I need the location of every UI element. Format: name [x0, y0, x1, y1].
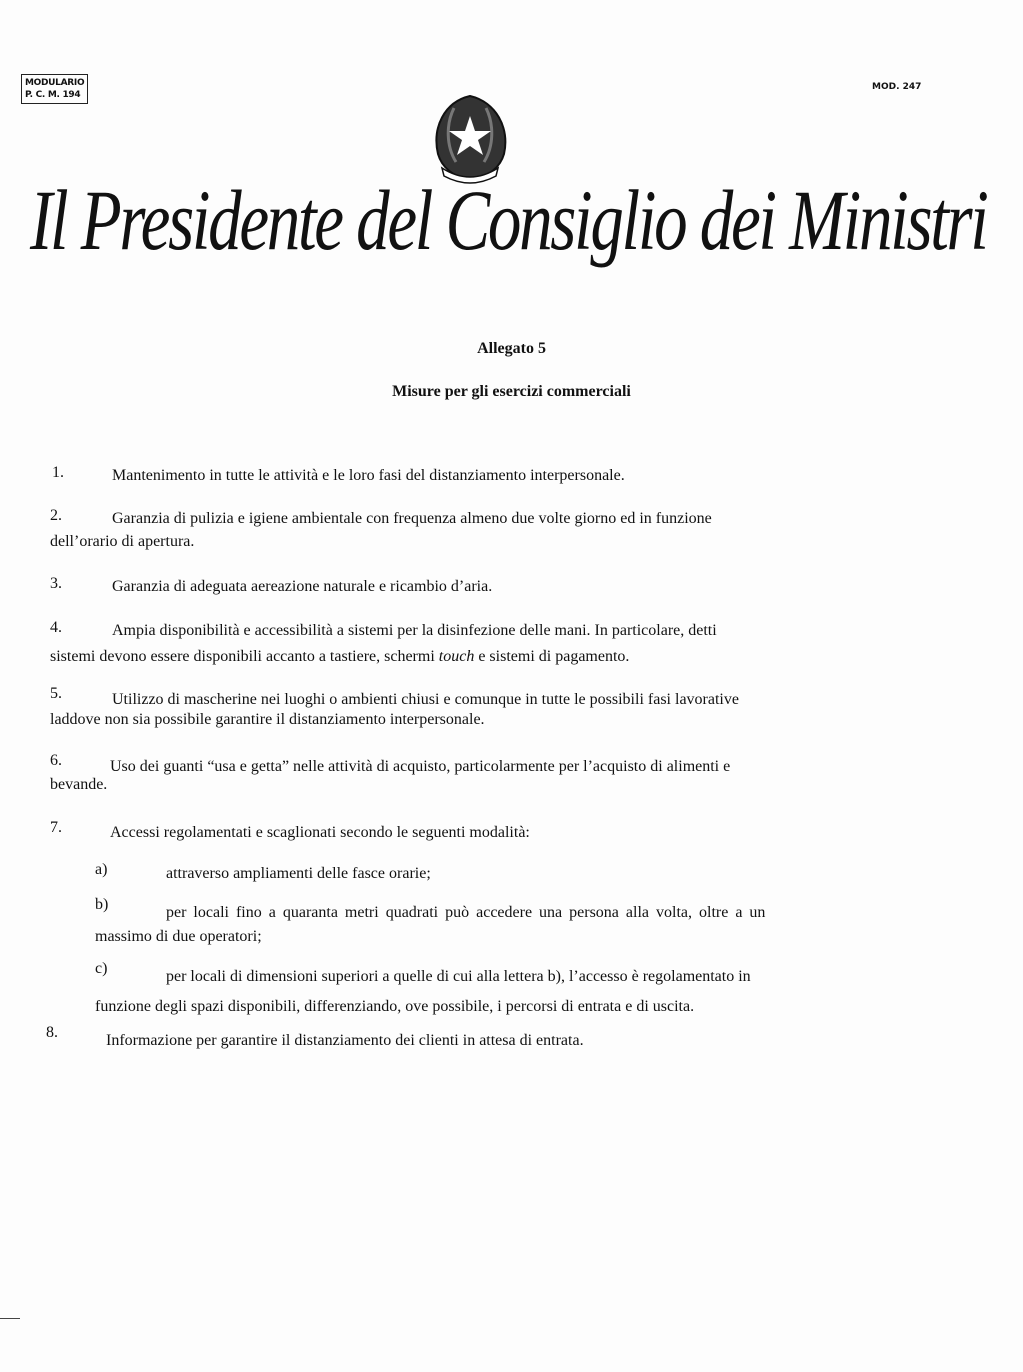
page-subtitle: Misure per gli esercizi commerciali: [392, 383, 631, 400]
item-number: 4.: [50, 619, 62, 636]
stamp-line-1: MODULARIO: [25, 78, 85, 88]
model-code: MOD. 247: [872, 82, 922, 92]
list-item: Accessi regolamentati e scaglionati secondo le seguenti modalità:: [110, 824, 530, 841]
item-number: 5.: [50, 685, 62, 702]
list-item: Mantenimento in tutte le attività e le loro fasi del distanziamento interpersonale.: [112, 467, 625, 484]
text: e sistemi di pagamento.: [474, 648, 630, 665]
subitem: per locali fino a quaranta metri quadrati può accedere una persona alla volta, oltre a un: [166, 904, 766, 921]
letterhead-title: Il Presidente del Consiglio dei Ministri: [30, 172, 987, 268]
subitem-letter: c): [95, 960, 108, 977]
subitem: attraverso ampliamenti delle fasce orarie;: [166, 865, 431, 882]
emphasis: touch: [438, 648, 475, 665]
list-item-continuation: dell’orario di apertura.: [50, 533, 195, 550]
item-number: 3.: [50, 575, 62, 592]
margin-divider: [0, 1318, 20, 1319]
page-title: Allegato 5: [477, 340, 546, 357]
subitem-continuation: massimo di due operatori;: [95, 928, 262, 945]
subitem: per locali di dimensioni superiori a quelle di cui alla lettera b), l’accesso è regolamentato in: [166, 968, 751, 985]
list-item: Garanzia di pulizia e igiene ambientale con frequenza almeno due volte giorno ed in funzione: [112, 510, 712, 527]
subitem-letter: a): [95, 861, 108, 878]
list-item-continuation: [50, 645, 880, 668]
item-number: 6.: [50, 752, 62, 769]
list-item-continuation: bevande.: [50, 776, 108, 793]
list-item: Garanzia di adeguata aereazione naturale e ricambio d’aria.: [112, 578, 493, 595]
list-item: Uso dei guanti “usa e getta” nelle attività di acquisto, particolarmente per l’acquisto di alimenti e: [110, 758, 731, 775]
stamp-line-2: P. C. M. 194: [25, 90, 81, 100]
list-item: Utilizzo di mascherine nei luoghi o ambienti chiusi e comunque in tutte le possibili fasi lavorative: [112, 691, 739, 708]
subitem-continuation: funzione degli spazi disponibili, differenziando, ove possibile, i percorsi di entrata e di uscita.: [95, 998, 695, 1015]
item-number: 8.: [46, 1024, 58, 1041]
subitem-letter: b): [95, 896, 109, 913]
item-number: 7.: [50, 819, 62, 836]
list-item-continuation: laddove non sia possibile garantire il distanziamento interpersonale.: [50, 711, 485, 728]
list-item: Informazione per garantire il distanziamento dei clienti in attesa di entrata.: [106, 1032, 584, 1049]
text: sistemi devono essere disponibili accanto a tastiere, schermi: [50, 648, 439, 665]
item-number: 2.: [50, 507, 62, 524]
list-item: Ampia disponibilità e accessibilità a sistemi per la disinfezione delle mani. In particolare, detti: [112, 622, 717, 639]
item-number: 1.: [52, 464, 64, 481]
modulario-stamp: [21, 74, 88, 104]
